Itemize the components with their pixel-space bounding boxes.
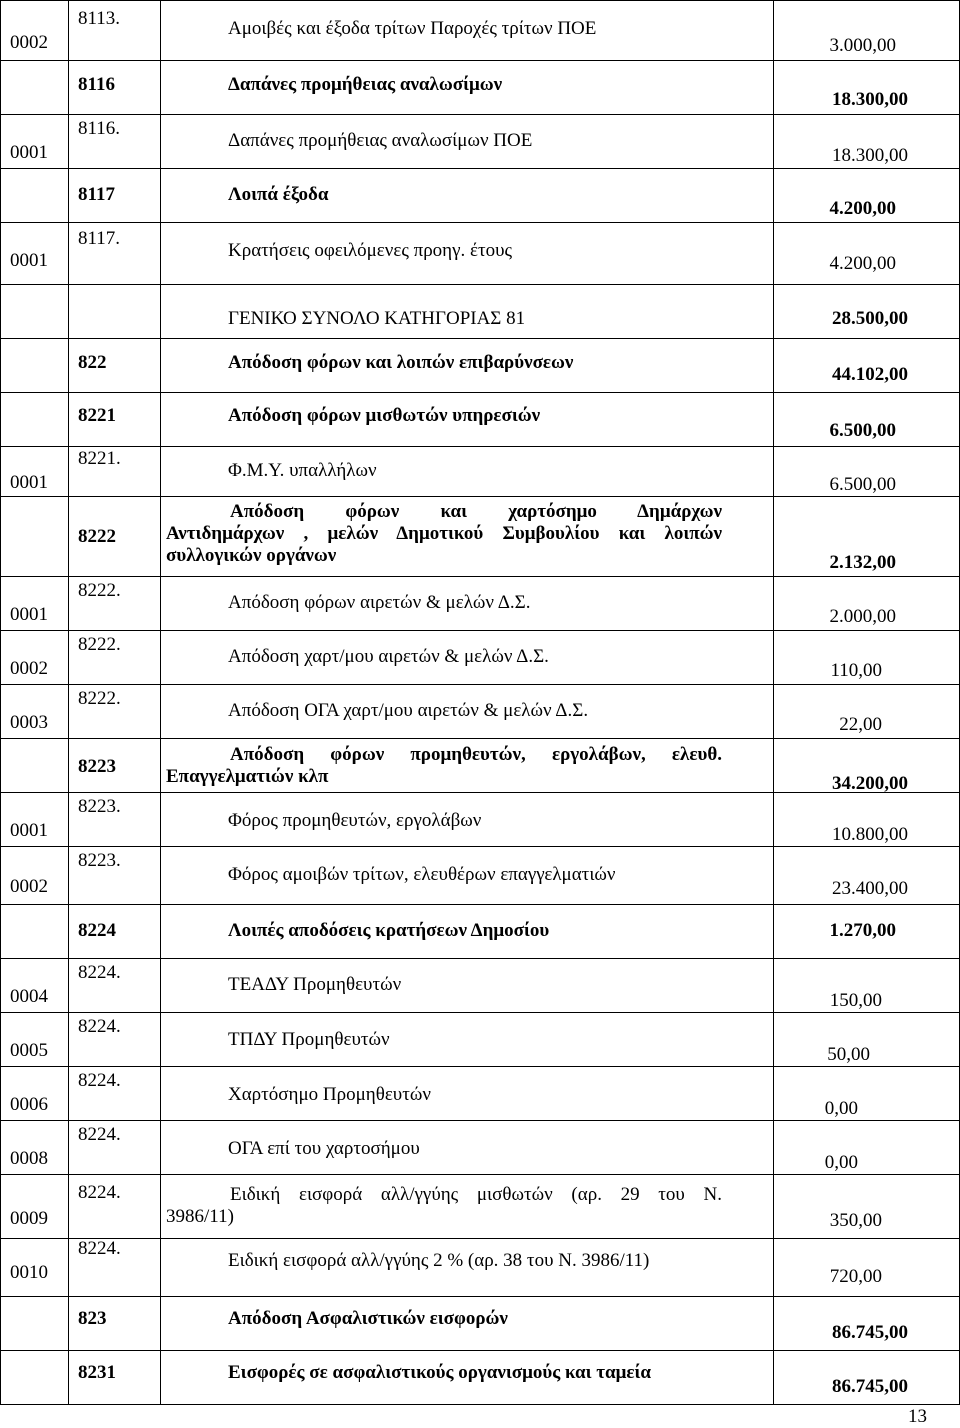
row-divider bbox=[0, 1296, 960, 1297]
column-divider bbox=[68, 0, 69, 1404]
row-divider bbox=[0, 222, 960, 223]
description-cell: Φόρος αμοιβών τρίτων, ελευθέρων επαγγελματιών bbox=[228, 864, 616, 885]
amount-cell: 6.500,00 bbox=[829, 420, 896, 441]
code-cell: 8116 bbox=[78, 74, 115, 95]
amount-cell: 23.400,00 bbox=[832, 878, 908, 899]
category-total-amount: 28.500,00 bbox=[832, 308, 908, 329]
code-cell: 8222 bbox=[78, 526, 116, 547]
amount-cell: 150,00 bbox=[829, 990, 882, 1011]
row-divider bbox=[0, 1174, 960, 1175]
category-total-label: ΓΕΝΙΚΟ ΣΥΝΟΛΟ ΚΑΤΗΓΟΡΙΑΣ 81 bbox=[228, 308, 526, 329]
amount-cell: 18.300,00 bbox=[832, 89, 908, 110]
description-cell: Ειδική εισφορά αλλ/γγύης 2 % (αρ. 38 του Ν. 3986/11) bbox=[228, 1250, 650, 1271]
row-divider bbox=[0, 958, 960, 959]
row-divider bbox=[0, 1350, 960, 1351]
description-cell: Κρατήσεις οφειλόμενες προηγ. έτους bbox=[228, 240, 513, 261]
row-divider bbox=[0, 338, 960, 339]
code-cell: 8117 bbox=[78, 184, 115, 205]
amount-cell: 34.200,00 bbox=[832, 773, 908, 794]
description-line: 3986/11) bbox=[166, 1206, 234, 1227]
description-cell: ΤΕΑΔΥ Προμηθευτών bbox=[228, 974, 402, 995]
code-cell: 8223. bbox=[78, 850, 121, 871]
amount-cell: 0,00 bbox=[824, 1098, 858, 1119]
code-cell: 8224. bbox=[78, 1070, 121, 1091]
description-cell: Λοιπά έξοδα bbox=[228, 184, 329, 205]
row-divider bbox=[0, 284, 960, 285]
amount-cell: 0,00 bbox=[824, 1152, 858, 1173]
description-cell: ΤΠΔΥ Προμηθευτών bbox=[228, 1029, 390, 1050]
code-cell: 8231 bbox=[78, 1362, 116, 1383]
subcode-cell: 0001 bbox=[10, 142, 48, 163]
page-number: 13 bbox=[908, 1406, 927, 1427]
description-line: Ειδική εισφορά αλλ/γγύης μισθωτών (αρ. 29 του Ν. bbox=[230, 1184, 722, 1205]
description-line: Απόδοση φόρων προμηθευτών, εργολάβων, ελευθ. bbox=[230, 744, 722, 765]
description-cell: Δαπάνες προμήθειας αναλωσίμων ΠΟΕ bbox=[228, 130, 533, 151]
code-cell: 8222. bbox=[78, 580, 121, 601]
column-divider bbox=[0, 0, 1, 1404]
description-cell: Λοιπές αποδόσεις κρατήσεων Δημοσίου bbox=[228, 920, 550, 941]
amount-cell: 3.000,00 bbox=[829, 35, 896, 56]
subcode-cell: 0002 bbox=[10, 876, 48, 897]
row-divider bbox=[0, 0, 960, 1]
amount-cell: 350,00 bbox=[829, 1210, 882, 1231]
subcode-cell: 0001 bbox=[10, 604, 48, 625]
subcode-cell: 0009 bbox=[10, 1208, 48, 1229]
code-cell: 8223. bbox=[78, 796, 121, 817]
row-divider bbox=[0, 446, 960, 447]
subcode-cell: 0010 bbox=[10, 1262, 48, 1283]
subcode-cell: 0003 bbox=[10, 712, 48, 733]
subcode-cell: 0002 bbox=[10, 658, 48, 679]
amount-cell: 10.800,00 bbox=[832, 824, 908, 845]
row-divider bbox=[0, 1238, 960, 1239]
description-cell bbox=[166, 501, 722, 567]
description-cell: Φ.Μ.Υ. υπαλλήλων bbox=[228, 460, 377, 481]
row-divider bbox=[0, 392, 960, 393]
code-cell: 8224. bbox=[78, 962, 121, 983]
code-cell: 8223 bbox=[78, 756, 116, 777]
row-divider bbox=[0, 738, 960, 739]
code-cell: 8224. bbox=[78, 1016, 121, 1037]
row-divider bbox=[0, 60, 960, 61]
code-cell: 8116. bbox=[78, 118, 121, 139]
subcode-cell: 0001 bbox=[10, 472, 48, 493]
row-divider bbox=[0, 1012, 960, 1013]
code-cell: 822 bbox=[78, 352, 107, 373]
code-cell: 8221 bbox=[78, 405, 116, 426]
amount-cell: 110,00 bbox=[830, 660, 882, 681]
amount-cell: 2.132,00 bbox=[829, 552, 896, 573]
amount-cell: 44.102,00 bbox=[832, 364, 908, 385]
description-line: Αντιδημάρχων , μελών Δημοτικού Συμβουλίου και λοιπών bbox=[166, 523, 722, 544]
description-line: συλλογικών οργάνων bbox=[166, 545, 337, 566]
code-cell: 8224. bbox=[78, 1238, 121, 1259]
amount-cell: 22,00 bbox=[839, 714, 882, 735]
amount-cell: 86.745,00 bbox=[832, 1376, 908, 1397]
row-divider bbox=[0, 576, 960, 577]
amount-cell: 2.000,00 bbox=[829, 606, 896, 627]
description-line: Επαγγελματιών κλπ bbox=[166, 766, 329, 787]
subcode-cell: 0006 bbox=[10, 1094, 48, 1115]
amount-cell: 86.745,00 bbox=[832, 1322, 908, 1343]
description-cell: Αμοιβές και έξοδα τρίτων Παροχές τρίτων ΠΟΕ bbox=[228, 18, 597, 39]
description-cell bbox=[166, 1184, 722, 1228]
row-divider bbox=[0, 496, 960, 497]
description-cell: ΟΓΑ επί του χαρτοσήμου bbox=[228, 1138, 420, 1159]
description-cell: Απόδοση φόρων αιρετών & μελών Δ.Σ. bbox=[228, 592, 531, 613]
description-cell: Φόρος προμηθευτών, εργολάβων bbox=[228, 810, 482, 831]
description-cell: Εισφορές σε ασφαλιστικούς οργανισμούς και ταμεία bbox=[228, 1362, 652, 1383]
description-cell bbox=[166, 744, 722, 788]
subcode-cell: 0005 bbox=[10, 1040, 48, 1061]
row-divider bbox=[0, 684, 960, 685]
subcode-cell: 0001 bbox=[10, 250, 48, 271]
row-divider bbox=[0, 1120, 960, 1121]
amount-cell: 50,00 bbox=[827, 1044, 870, 1065]
row-divider bbox=[0, 630, 960, 631]
description-cell: Απόδοση Ασφαλιστικών εισφορών bbox=[228, 1308, 508, 1329]
code-cell: 8222. bbox=[78, 634, 121, 655]
code-cell: 8113. bbox=[78, 8, 121, 29]
amount-cell: 720,00 bbox=[829, 1266, 882, 1287]
code-cell: 8224 bbox=[78, 920, 116, 941]
column-divider bbox=[160, 0, 161, 1404]
amount-cell: 18.300,00 bbox=[832, 145, 908, 166]
code-cell: 8222. bbox=[78, 688, 121, 709]
row-divider bbox=[0, 904, 960, 905]
row-divider bbox=[0, 846, 960, 847]
description-cell: Απόδοση φόρων μισθωτών υπηρεσιών bbox=[228, 405, 541, 426]
description-cell: Χαρτόσημο Προμηθευτών bbox=[228, 1084, 431, 1105]
description-cell: Απόδοση ΟΓΑ χαρτ/μου αιρετών & μελών Δ.Σ. bbox=[228, 700, 589, 721]
row-divider bbox=[0, 114, 960, 115]
amount-cell: 6.500,00 bbox=[829, 474, 896, 495]
code-cell: 8224. bbox=[78, 1182, 121, 1203]
row-divider bbox=[0, 1066, 960, 1067]
row-divider bbox=[0, 168, 960, 169]
description-cell: Απόδοση φόρων και λοιπών επιβαρύνσεων bbox=[228, 352, 574, 373]
code-cell: 8224. bbox=[78, 1124, 121, 1145]
code-cell: 823 bbox=[78, 1308, 107, 1329]
amount-cell: 4.200,00 bbox=[829, 198, 896, 219]
subcode-cell: 0001 bbox=[10, 820, 48, 841]
amount-cell: 4.200,00 bbox=[829, 253, 896, 274]
subcode-cell: 0004 bbox=[10, 986, 48, 1007]
code-cell: 8117. bbox=[78, 228, 121, 249]
description-cell: Δαπάνες προμήθειας αναλωσίμων bbox=[228, 74, 503, 95]
description-cell: Απόδοση χαρτ/μου αιρετών & μελών Δ.Σ. bbox=[228, 646, 549, 667]
subcode-cell: 0008 bbox=[10, 1148, 48, 1169]
amount-cell: 1.270,00 bbox=[829, 920, 896, 941]
subcode-cell: 0002 bbox=[10, 32, 48, 53]
description-line: Απόδοση φόρων και χαρτόσημο Δημάρχων bbox=[230, 501, 722, 522]
row-divider bbox=[0, 1404, 960, 1405]
code-cell: 8221. bbox=[78, 448, 121, 469]
